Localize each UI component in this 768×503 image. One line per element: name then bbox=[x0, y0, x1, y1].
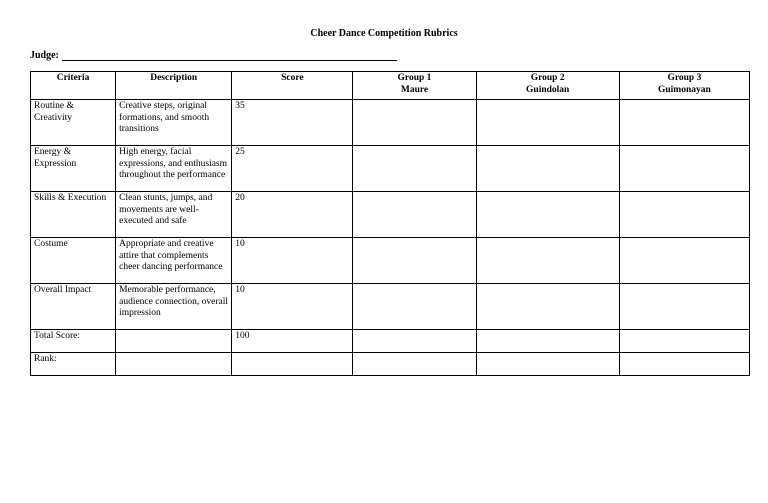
group-3-total-cell[interactable] bbox=[619, 330, 749, 353]
header-group-2-number: Group 2 bbox=[530, 73, 565, 83]
group-1-score-cell[interactable] bbox=[353, 238, 476, 284]
total-score-row bbox=[31, 330, 750, 353]
score-cell: 35 bbox=[232, 100, 353, 146]
description-cell: Memorable performance, audience connection, overall impression bbox=[116, 284, 232, 330]
total-score-label: Total Score: bbox=[31, 330, 116, 353]
description-cell: Appropriate and creative attire that complements cheer dancing performance bbox=[116, 238, 232, 284]
group-1-score-cell[interactable] bbox=[353, 284, 476, 330]
header-row bbox=[31, 72, 750, 100]
description-cell: Creative steps, original formations, and smooth transitions bbox=[116, 100, 232, 146]
group-1-score-cell[interactable] bbox=[353, 146, 476, 192]
group-3-score-cell[interactable] bbox=[619, 284, 749, 330]
group-3-rank-cell[interactable] bbox=[619, 353, 749, 376]
judge-blank-line[interactable] bbox=[62, 50, 397, 61]
group-3-score-cell[interactable] bbox=[619, 100, 749, 146]
header-group-3-number: Group 3 bbox=[667, 73, 702, 83]
group-2-score-cell[interactable] bbox=[476, 284, 619, 330]
group-1-score-cell[interactable] bbox=[353, 192, 476, 238]
table-row bbox=[31, 146, 750, 192]
group-1-total-cell[interactable] bbox=[353, 330, 476, 353]
group-1-score-cell[interactable] bbox=[353, 100, 476, 146]
group-2-score-cell[interactable] bbox=[476, 146, 619, 192]
rank-label: Rank: bbox=[31, 353, 116, 376]
header-criteria: Criteria bbox=[31, 72, 116, 100]
header-score: Score bbox=[232, 72, 353, 100]
description-cell: High energy, facial expressions, and enthusiasm throughout the performance bbox=[116, 146, 232, 192]
header-group-3-name: Guimonayan bbox=[657, 84, 711, 95]
rank-score-cell bbox=[232, 353, 353, 376]
criteria-cell: Routine & Creativity bbox=[31, 100, 116, 146]
score-cell: 10 bbox=[232, 284, 353, 330]
criteria-cell: Costume bbox=[31, 238, 116, 284]
rubric-table bbox=[30, 71, 750, 376]
table-row bbox=[31, 284, 750, 330]
criteria-cell: Energy & Expression bbox=[31, 146, 116, 192]
description-cell: Clean stunts, jumps, and movements are well-executed and safe bbox=[116, 192, 232, 238]
group-2-rank-cell[interactable] bbox=[476, 353, 619, 376]
group-3-score-cell[interactable] bbox=[619, 192, 749, 238]
score-cell: 20 bbox=[232, 192, 353, 238]
total-score-value: 100 bbox=[232, 330, 353, 353]
group-3-score-cell[interactable] bbox=[619, 238, 749, 284]
group-1-rank-cell[interactable] bbox=[353, 353, 476, 376]
total-description-cell bbox=[116, 330, 232, 353]
table-row bbox=[31, 100, 750, 146]
table-row bbox=[31, 238, 750, 284]
criteria-cell: Overall Impact bbox=[31, 284, 116, 330]
score-cell: 25 bbox=[232, 146, 353, 192]
judge-label: Judge: bbox=[30, 50, 59, 61]
criteria-cell: Skills & Execution bbox=[31, 192, 116, 238]
header-group-3 bbox=[619, 72, 749, 100]
score-cell: 10 bbox=[232, 238, 353, 284]
table-row bbox=[31, 192, 750, 238]
rank-description-cell bbox=[116, 353, 232, 376]
header-group-2 bbox=[476, 72, 619, 100]
judge-field bbox=[30, 50, 397, 61]
group-2-score-cell[interactable] bbox=[476, 100, 619, 146]
header-group-1-number: Group 1 bbox=[397, 73, 432, 83]
group-2-total-cell[interactable] bbox=[476, 330, 619, 353]
document-title: Cheer Dance Competition Rubrics bbox=[310, 28, 458, 39]
rank-row bbox=[31, 353, 750, 376]
group-2-score-cell[interactable] bbox=[476, 238, 619, 284]
header-group-2-name: Guindolan bbox=[526, 84, 570, 95]
header-group-1-name: Maure bbox=[400, 84, 429, 95]
group-3-score-cell[interactable] bbox=[619, 146, 749, 192]
header-description: Description bbox=[116, 72, 232, 100]
header-group-1 bbox=[353, 72, 476, 100]
group-2-score-cell[interactable] bbox=[476, 192, 619, 238]
